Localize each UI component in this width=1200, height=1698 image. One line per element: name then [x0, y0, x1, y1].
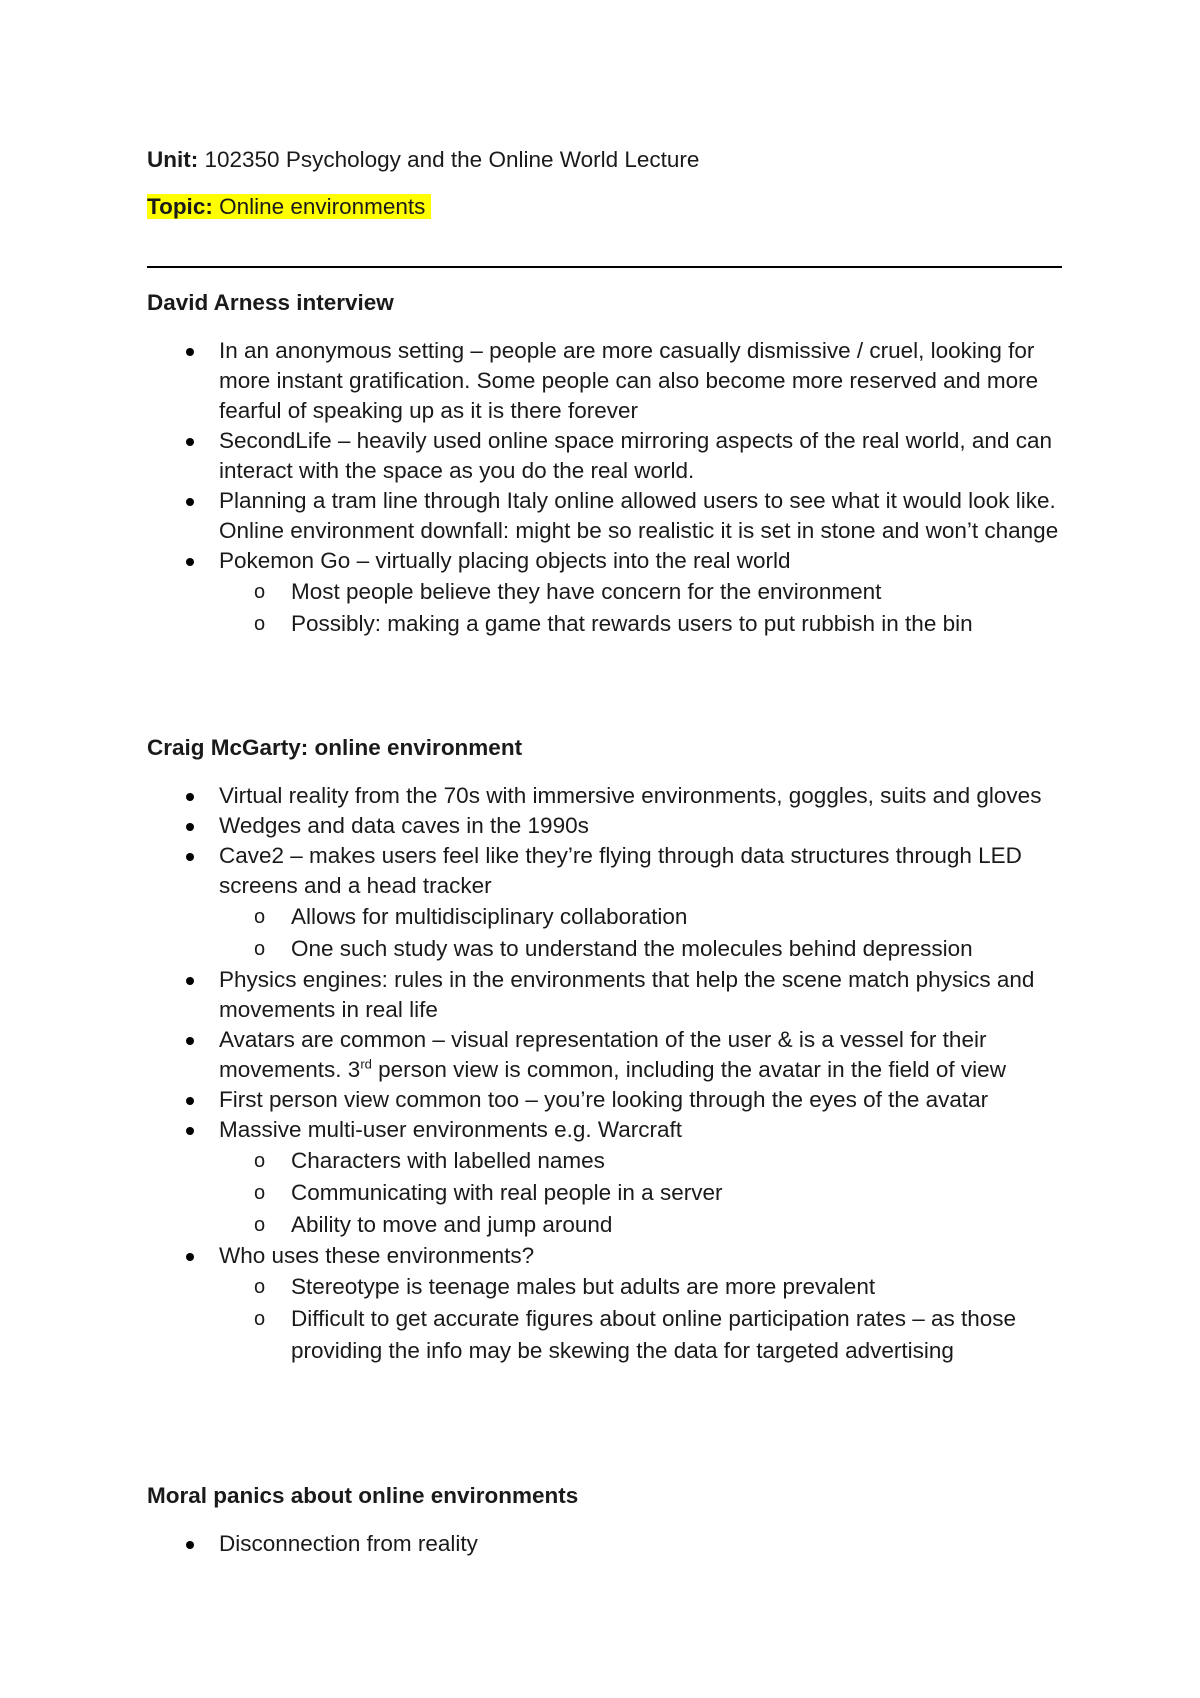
sub-list-item: o Difficult to get accurate figures about online participation rates – as those providing the info may be skewing the data for targeted advertising [219, 1303, 1087, 1367]
sub-list-item: o Most people believe they have concern for the environment [219, 576, 1087, 608]
topic-label: Topic: [147, 194, 213, 219]
list-item: In an anonymous setting – people are more casually dismissive / cruel, looking for more instant gratification. Some people can also become more reserved and more fearful of speaking up as it is there forever [147, 336, 1087, 426]
list-item: Physics engines: rules in the environments that help the scene match physics and movements in real life [147, 965, 1087, 1025]
list-item-text: Massive multi-user environments e.g. Warcraft [219, 1117, 683, 1142]
topic-line [147, 192, 431, 222]
sub-list-item: o Ability to move and jump around [219, 1209, 1087, 1241]
list-item: SecondLife – heavily used online space mirroring aspects of the real world, and can interact with the space as you do the real world. [147, 426, 1087, 486]
bullet-list [147, 336, 1087, 640]
unit-value: 102350 Psychology and the Online World Lecture [198, 147, 700, 172]
list-item: Planning a tram line through Italy online allowed users to see what it would look like. Online environment downfall: might be so realistic it is set in stone and won’t change [147, 486, 1087, 546]
list-item-text: Pokemon Go – virtually placing objects into the real world [219, 548, 791, 573]
sub-list-item: o Characters with labelled names [219, 1145, 1087, 1177]
list-item [147, 546, 1087, 640]
sub-list [219, 576, 1087, 640]
list-item-text-continued: person view is common, including the avatar in the field of view [371, 1057, 1006, 1082]
section-craig-mcgarty [147, 733, 1087, 1367]
list-item-text: Avatars are common – visual representation of the user & is a vessel for their movements. 3 [219, 1027, 987, 1082]
list-item [147, 1241, 1087, 1367]
sub-list-item: o Allows for multidisciplinary collaboration [219, 901, 1087, 933]
list-item: Disconnection from reality [147, 1529, 1087, 1559]
bullet-list [147, 781, 1087, 1367]
sub-list [219, 1145, 1087, 1241]
list-item: Virtual reality from the 70s with immersive environments, goggles, suits and gloves [147, 781, 1087, 811]
list-item [147, 1115, 1087, 1241]
ordinal-superscript: rd [360, 1056, 372, 1072]
list-item: First person view common too – you’re looking through the eyes of the avatar [147, 1085, 1087, 1115]
sub-list [219, 901, 1087, 965]
unit-label: Unit: [147, 147, 199, 172]
sub-list-item: o Stereotype is teenage males but adults are more prevalent [219, 1271, 1087, 1303]
sub-list-item: o Communicating with real people in a server [219, 1177, 1087, 1209]
topic-highlight [147, 194, 431, 219]
sub-list-item: o Possibly: making a game that rewards users to put rubbish in the bin [219, 608, 1087, 640]
section-heading: Moral panics about online environments [147, 1483, 579, 1508]
list-item: Wedges and data caves in the 1990s [147, 811, 1087, 841]
section-moral-panics [147, 1481, 1087, 1559]
unit-line [147, 145, 699, 175]
list-item-text: Cave2 – makes users feel like they’re flying through data structures through LED screens and a head tracker [219, 843, 1022, 898]
section-heading: David Arness interview [147, 290, 394, 315]
section-heading: Craig McGarty: online environment [147, 735, 523, 760]
list-item-text: Who uses these environments? [219, 1243, 535, 1268]
topic-value: Online environments [212, 194, 426, 219]
bullet-list [147, 1529, 1087, 1559]
horizontal-rule [147, 266, 1062, 268]
sub-list [219, 1271, 1087, 1367]
list-item [147, 841, 1087, 965]
sub-list-item: o One such study was to understand the molecules behind depression [219, 933, 1087, 965]
section-david-arness [147, 288, 1087, 640]
list-item [147, 1025, 1087, 1085]
